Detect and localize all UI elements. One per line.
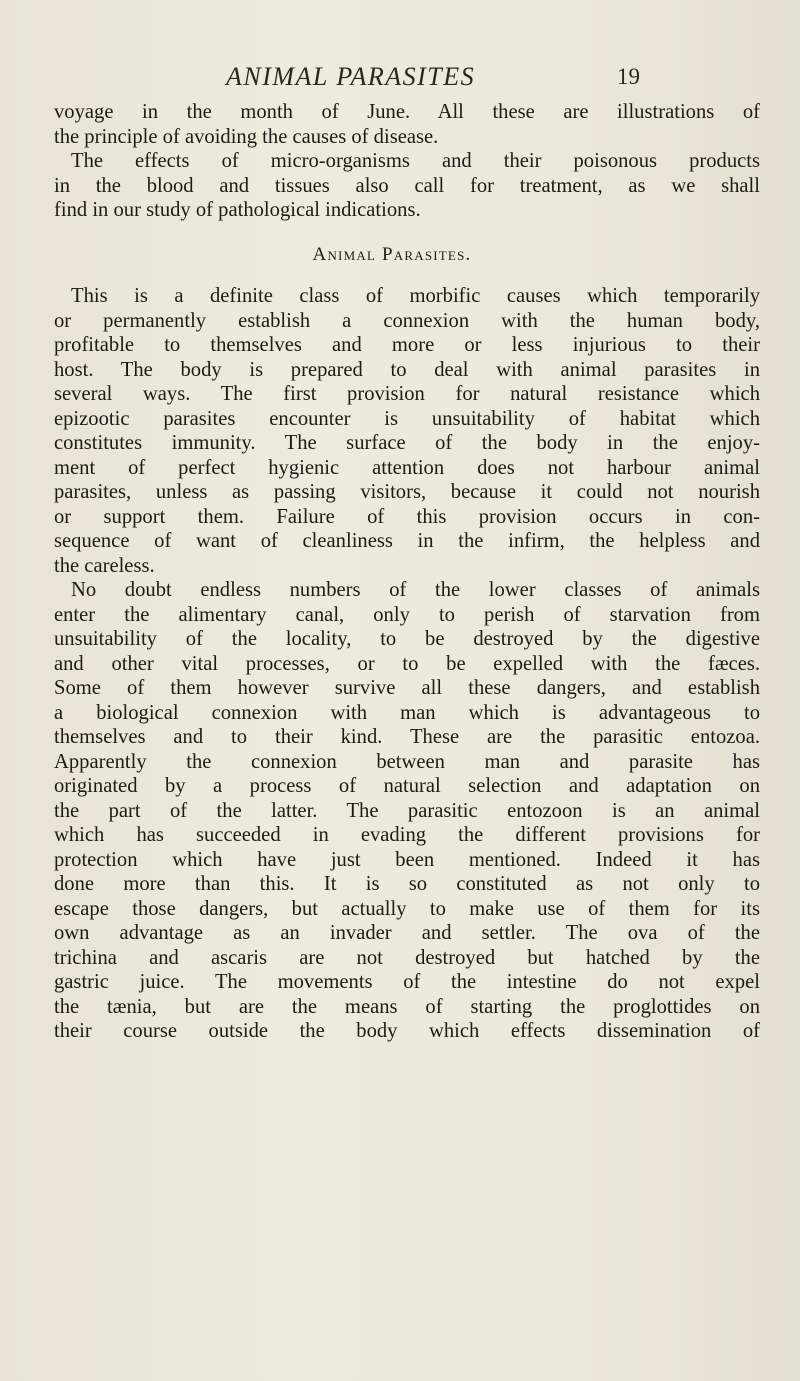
text-line: This is a definite class of morbific causes which temporarily	[71, 285, 760, 307]
text-line: unsuitability of the locality, to be destroyed by the digestive	[54, 628, 760, 650]
text-line: or support them. Failure of this provision occurs in con-	[54, 505, 760, 528]
text-line: trichina and ascaris are not destroyed but hatched by the	[54, 946, 760, 969]
section-heading: Animal Parasites.	[312, 243, 472, 265]
page-header	[0, 62, 800, 96]
text-line: own advantage as an invader and settler. The ova of the	[54, 922, 760, 944]
text-line: originated by a process of natural selection and adaptation on	[54, 775, 760, 797]
text-line: host. The body is prepared to deal with animal parasites in	[54, 358, 760, 381]
text-line: the careless.	[54, 554, 155, 577]
text-line: in the blood and tissues also call for treatment, as we shall	[54, 174, 760, 197]
text-line: a biological connexion with man which is advantageous to	[54, 701, 760, 724]
text-line: The effects of micro-organisms and their poisonous products	[71, 150, 760, 172]
intro-paragraphs	[54, 100, 760, 223]
text-line: profitable to themselves and more or less injurious to their	[54, 334, 760, 356]
paragraph-2	[54, 578, 760, 1044]
text-line: gastric juice. The movements of the intestine do not expel	[54, 971, 760, 993]
text-line: protection which have just been mentioned. Indeed it has	[54, 848, 760, 871]
page-number: 19	[617, 64, 640, 89]
text-line: several ways. The first provision for natural resistance which	[54, 383, 760, 405]
text-line: and other vital processes, or to be expelled with the fæces.	[54, 652, 760, 675]
text-line: constitutes immunity. The surface of the body in the enjoy-	[54, 432, 760, 454]
text-line: escape those dangers, but actually to make use of them for its	[54, 897, 760, 920]
text-line: Some of them however survive all these dangers, and establish	[54, 677, 760, 699]
text-line: the tænia, but are the means of starting the proglottides on	[54, 995, 760, 1018]
paragraph-1	[54, 284, 760, 578]
text-line: ment of perfect hygienic attention does not harbour animal	[54, 456, 760, 479]
text-line: voyage in the month of June. All these are illustrations of	[54, 101, 760, 123]
text-line: done more than this. It is so constituted as not only to	[54, 873, 760, 895]
text-line: parasites, unless as passing visitors, because it could not nourish	[54, 481, 760, 503]
text-line: No doubt endless numbers of the lower classes of animals	[71, 579, 760, 601]
text-line: the principle of avoiding the causes of disease.	[54, 125, 439, 148]
text-line: enter the alimentary canal, only to perish of starvation from	[54, 603, 760, 626]
text-line: which has succeeded in evading the different provisions for	[54, 824, 760, 846]
text-line: epizootic parasites encounter is unsuitability of habitat which	[54, 407, 760, 430]
page-body	[54, 100, 760, 1044]
text-line: the part of the latter. The parasitic entozoon is an animal	[54, 799, 760, 822]
text-line: or permanently establish a connexion with the human body,	[54, 309, 760, 332]
running-head: ANIMAL PARASITES	[226, 62, 476, 91]
text-line: themselves and to their kind. These are the parasitic entozoa.	[54, 726, 760, 748]
text-line: Apparently the connexion between man and parasite has	[54, 750, 760, 773]
text-line: their course outside the body which effects dissemination of	[54, 1020, 760, 1042]
text-line: sequence of want of cleanliness in the infirm, the helpless and	[54, 530, 760, 552]
text-line: find in our study of pathological indications.	[54, 199, 421, 221]
